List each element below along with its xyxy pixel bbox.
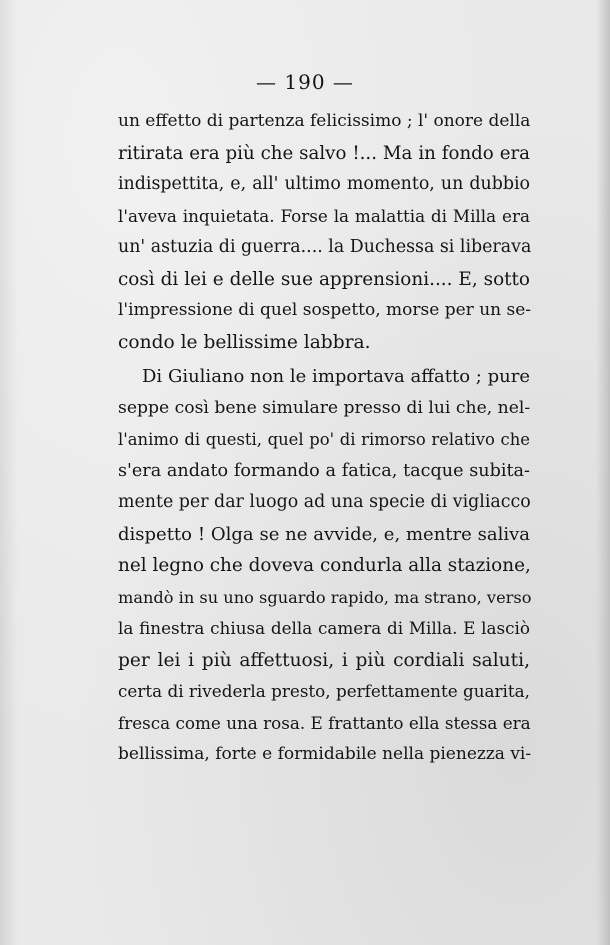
page-number: — 190 — — [256, 70, 354, 94]
text-line: indispettita, e, all' ultimo momento, un dubbio — [118, 174, 530, 194]
text-line: l'impressione di quel sospetto, morse per un se- — [118, 300, 532, 320]
text-line: l'aveva inquietata. Forse la malattia di Milla era — [118, 205, 530, 226]
paragraph-2 — [118, 361, 530, 771]
text-line: Di Giuliano non le importava affatto ; pure — [142, 366, 530, 387]
text-line: fresca come una rosa. E frattanto ella stessa era — [118, 712, 531, 733]
text-line: la finestra chiusa della camera di Milla. E lasciò — [118, 618, 530, 638]
text-line: per lei i più affettuosi, i più cordiali saluti, — [118, 649, 530, 671]
text-line: così di lei e delle sue apprensioni.... E, sotto — [118, 268, 530, 290]
text-line: seppe così bene simulare presso di lui che, nel- — [118, 397, 531, 418]
body-text — [118, 106, 530, 771]
text-line: dispetto ! Olga se ne avvide, e, mentre saliva — [118, 523, 530, 545]
text-line: condo le bellissime labbra. — [118, 331, 371, 353]
text-line: un' astuzia di guerra.... la Duchessa si liberava — [118, 237, 532, 257]
text-line: nel legno che doveva condurla alla stazione, — [118, 555, 531, 576]
text-line: mandò in su uno sguardo rapido, ma strano, verso — [118, 587, 532, 607]
text-line: l'animo di questi, quel po' di rimorso relativo che — [118, 430, 530, 449]
text-line: mente per dar luogo ad una specie di vigliacco — [118, 492, 531, 512]
text-line: certa di rivederla presto, perfettamente guarita, — [118, 681, 530, 701]
paragraph-1 — [118, 106, 530, 358]
text-line: s'era andato formando a fatica, tacque subita- — [118, 460, 530, 481]
text-line: ritirata era più che salvo !... Ma in fondo era — [118, 142, 530, 164]
text-line: bellissima, forte e formidabile nella pienezza vi- — [118, 744, 532, 764]
text-line: un effetto di partenza felicissimo ; l' onore della — [118, 111, 531, 131]
